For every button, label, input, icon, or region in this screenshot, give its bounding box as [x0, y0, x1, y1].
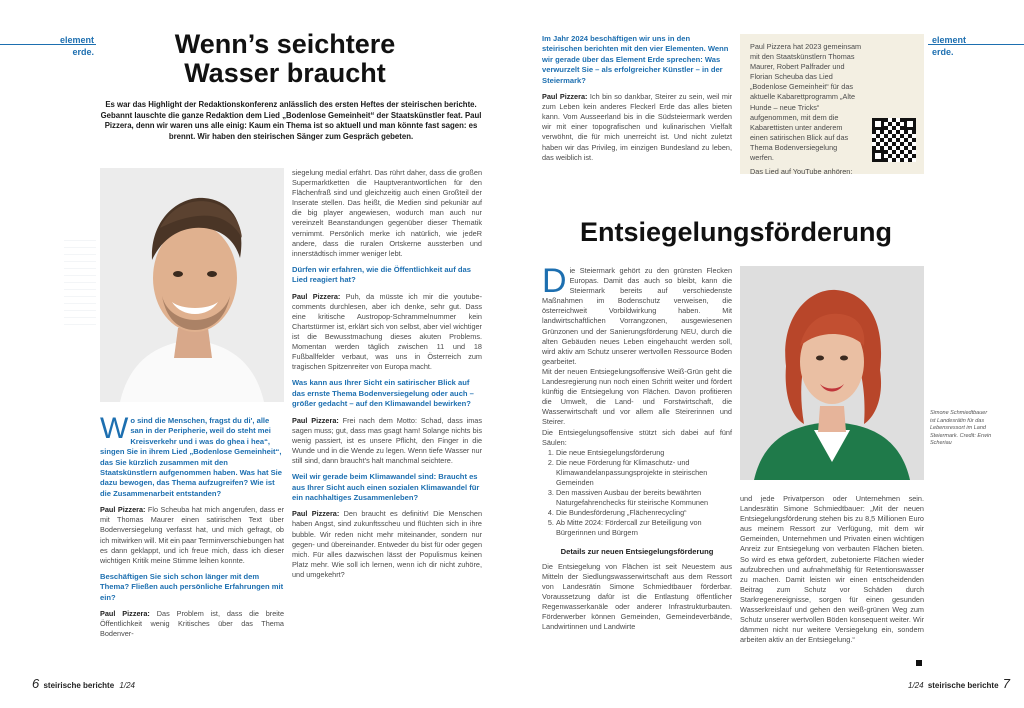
title-line: Wenn’s seichtere	[174, 29, 396, 59]
speaker-name: Paul Pizzera:	[292, 291, 341, 301]
section-label-word: element	[932, 35, 967, 45]
details-heading: Details zur neuen Entsiegelungsförderung	[560, 546, 714, 556]
right-top-qa	[542, 34, 732, 163]
list-item: 5. Ab Mitte 2024: Fördercall zur Beteiligung von Bürgerinnen und Bürgern	[556, 518, 732, 538]
answer-6	[542, 92, 732, 163]
section-label-word: element	[59, 35, 94, 45]
ent-paragraph-1	[542, 262, 732, 367]
section-label-right	[932, 34, 982, 58]
answer-2-continued: siegelung medial erfährt. Das rührt daher, dass die großen Supermarktketten die Hauptverantwortlichen für den Flächenfraß sind und gleichzeitig auch einen Großteil der Inserate stellen. Das heißt, die Medien sind pekuniär auf die big player angewiesen, wodurch man auch nur vereinzelt Beanstandungen gegenüber dieser Thematik vernimmt. Persönlich merke ich natürlich, wie jedeR andere, dass die ruralen Ortskerne aussterben und innerstädtisch immer weniger lebt.	[292, 168, 482, 258]
drop-cap: W	[100, 412, 129, 445]
qr-code-icon[interactable]	[872, 118, 916, 162]
quote-text: und jede Privatperson oder Unternehmen sein. Landesrätin Simone Schmiedtbauer: „Mit der neuen Entsiegelungsförderung stehen bis zu 8,5 Millionen Euro aus meinem Ressort zur Verfügung, mit dem wir Gemeinden, Unternehmen und Privaten einen wichtigen Anreiz zur Entsiegelung von verbauten Flächen bieten. So wird es etwa gefördert, zubetonierte Flächen wieder aufzubrechen und aufnahmefähig für Retentionswasser zu machen. Damit leisten wir einen entscheidenden Beitrag zum Schutz vor Schäden durch Starkregenereignisse, sorgen für einen gesunden Wasserkreislauf und gehen den weiß-grünen Weg zum Schutz unserer wertvollen Böden konsequent weiter. Wir dämmen nicht nur weitere Versiegelung ein, sondern arbeiten aktiv an der Entsiegelung.“	[740, 494, 924, 645]
question-2: Beschäftigen Sie sich schon länger mit dem Thema? Fließen auch persönliche Erfahrungen mit ein?	[100, 571, 284, 602]
article-lead: Es war das Highlight der Redaktionskonferenz anlässlich des ersten Heftes der steirischen berichte. Gebannt lauschte die ganze Redaktion dem Lied „Bodenlose Gemeinheit“ der Staatskünstler feat. Paul Pizzera, denn wir waren uns alle einig: Kaum ein Thema ist so aktuell und man könnte fast sagen: es brennt. Wir haben den steirischen Sänger zum Gespräch gebeten.	[100, 100, 482, 141]
section-title-entsiegelung: Entsiegelungsförderung	[580, 217, 893, 247]
answer-text: Puh, da müsste ich mir die youtube-comments durchlesen, aber ich denke, sehr gut. Dass eine kritische Austropop-Schrammelnummer kein Chartstürmer ist, erklärt sich von selbst, aber viel wichtiger ist die Bewusstmachung dieses akuten Problems. Momentan werden täglich zwischen 11 und 18 Fußballfelder verbaut, was uns in Österreich zum tragischen Spitzenreiter von Europa macht.	[292, 291, 483, 372]
answer-5	[292, 509, 482, 580]
footer-issue: 1/24	[119, 681, 135, 690]
right-column-1	[542, 262, 732, 632]
speaker-name: Paul Pizzera:	[542, 92, 588, 102]
answer-text: Flo Scheuba hat mich angerufen, dass er mit Thomas Maurer einen satirischen Text über Bodenversiegelung verfasst hat, und mich gefragt, ob ich mitwirken will. Mit ein paar Terminverschiebungen hat es dann geklappt, und ich freue mich, dass ich dieser wichtigen Kritik meine Stimme leihen konnte.	[100, 505, 284, 565]
paragraph-text: ie Steiermark gehört zu den grünsten Flecken Europas. Damit das auch so bleibt, kann die Steiermark bereits auf verschiedenste Maßnahmen im Bodenschutz verweisen, die österreichweit Vorbildwirkung haben. Mit landwirtschaftlichen Vorrangzonen, ausgewiesenen Grünzonen und der Sanierungsförderung NEU, durch die alten Gebäuden neues Leben eingehaucht werden soll, wird aktiv am Schutz unserer wertvollen Ressource Boden gearbeitet.	[542, 266, 732, 366]
title-line: Wasser braucht	[184, 58, 386, 88]
speaker-name: Paul Pizzera:	[292, 509, 340, 519]
question-3: Dürfen wir erfahren, wie die Öffentlichkeit auf das Lied reagiert hat?	[292, 264, 471, 285]
section-label-word: erde.	[72, 47, 94, 57]
answer-4	[292, 416, 482, 466]
list-item: 3. Den massiven Ausbau der bereits bewährten Naturgefahrenchecks für steirische Kommunen	[556, 488, 732, 508]
list-item: 1. Die neue Entsiegelungsförderung	[556, 448, 732, 458]
question-5: Weil wir gerade beim Klimawandel sind: Braucht es aus Ihrer Sicht auch einen sozialen Klimawandel für ein nachhaltiges Zusammenleben?	[292, 472, 480, 502]
answer-text: Den braucht es definitiv! Die Menschen haben Angst, sind zukunftsscheu und flüchten sich in ihre bubble. Wir reden nicht mehr miteinander, sondern nur gegen- und übereinander. Entweder du bist für oder gegen mich. Für alles dazwischen lässt der Populismus keinen Platz mehr. Wie soll ich lernen, wenn ich dir nicht zuhöre, und umgekehrt?	[292, 509, 483, 579]
details-text: Die Entsiegelung von Flächen ist seit Neuestem aus Mitteln der Siedlungswasserwirtschaft aus dem Ressort von Landesrätin Simone Schmiedtbauer förderbar. Voraussetzung dafür ist die Entlastung öffentlicher Regenwasserkanäle oder anderer Infrastrukturbauten. Förderwerber können Gemeinden, Gemeindeverbände, Landwirtinnen und Landwirte	[542, 561, 732, 632]
answer-1	[100, 505, 284, 566]
info-box	[740, 34, 924, 177]
footer-left	[32, 676, 135, 691]
portrait-photo-pizzera	[100, 168, 284, 402]
list-item: 4. Die Bundesförderung „Flächenrecycling“	[556, 508, 732, 518]
answer-text: Das Problem ist, dass die breite Öffentlichkeit wenig Kritisches über das Thema Bodenver-	[100, 609, 285, 639]
section-label-left	[54, 34, 94, 58]
footer-publication: steirische berichte	[927, 681, 999, 690]
portrait-illustration	[100, 168, 284, 402]
answer-text: Frei nach dem Motto: Schad, dass imas sagen muss; gut, dass mas gsagt ham! Solange nichts bis wenig passiert, ist es unsere Pflicht, den Finger in die Wunde und in die Wende zu legen. Wenn tiefe Wasser nur still sind, dann braucht’s halt manchmal seichtere.	[292, 415, 483, 465]
photo-caption: Simone Schmiedtbauer ist Landesrätin für das Lebensressort im Land Steiermark. Credit: Erwin Scheriau	[930, 410, 992, 446]
section-label-word: erde.	[932, 47, 954, 57]
answer-text: Ich bin so dankbar, Steirer zu sein, weil mir zum Leben kein anderes Fleckerl Erde das alles bieten kann. Vom Ausseerland bis in die Südsteiermark werden wir mit einer topografischen und kulinarischen Vielfalt verwöhnt, die für mich unerreicht ist. Und nicht zuletzt haben wir das Privileg, im einzigen Bundesland zu leben, das weiblich ist.	[542, 92, 733, 162]
left-column-2	[292, 168, 482, 580]
left-column-1	[100, 412, 285, 639]
question-6: Im Jahr 2024 beschäftigen wir uns in den steirischen berichten mit den vier Elementen. Wenn wir gerade über das Element Erde sprechen: Was verwurzelt Sie – als erfolgreicher Künstler – in der Steiermark?	[542, 34, 729, 85]
ent-paragraph-3: Die Entsiegelungsoffensive stützt sich dabei auf fünf Säulen:	[542, 427, 732, 447]
info-box-youtube: Das Lied auf YouTube anhören:	[750, 167, 853, 177]
question-intro	[100, 412, 284, 499]
right-column-2	[740, 494, 924, 645]
ent-paragraph-2: Mit der neuen Entsiegelungsoffensive Weiß-Grün geht die Landesregierung nun noch einen Schritt weiter und fördert künftig die Entsiegelung von Flächen. Davon profitieren die Umwelt, die Land- und Forstwirtschaft, die Wasserwirtschaft und vor allem alle Steirerinnen und Steirer.	[542, 366, 732, 427]
footer-right	[908, 676, 1010, 691]
portrait-illustration	[740, 266, 924, 480]
pillars-list	[556, 448, 732, 539]
info-box-text: Paul Pizzera hat 2023 gemeinsam mit den Staatskünstlern Thomas Maurer, Robert Palfrader und Florian Scheuba das Lied „Bodenlose Gemeinheit“ für das aktuelle Kabarettprogramm „Alte Hunde – neue Tricks“ aufgenommen, mit dem die Kabarettisten unter anderem einen satirischen Blick auf das Thema Bodenversiegelung werfen.	[750, 42, 862, 163]
speaker-name: Paul Pizzera:	[100, 505, 146, 515]
question-4: Was kann aus Ihrer Sicht ein satirischer Blick auf das ernste Thema Bodenversiegelung oder auch – größer gedacht – auf den Klimawandel bewirken?	[292, 378, 474, 409]
footer-publication: steirische berichte	[43, 681, 115, 690]
ghost-text	[64, 240, 96, 330]
answer-2	[100, 609, 284, 639]
list-item: 2. Die neue Förderung für Klimaschutz- und Klimawandelanpassungsprojekte in steirischen Gemeinden	[556, 458, 732, 488]
drop-cap: D	[542, 262, 567, 300]
speaker-name: Paul Pizzera:	[100, 609, 150, 619]
speaker-name: Paul Pizzera:	[292, 415, 339, 425]
page-number: 6	[32, 676, 40, 691]
answer-3	[292, 292, 482, 373]
footer-issue: 1/24	[908, 681, 924, 690]
page-number: 7	[1002, 676, 1010, 691]
article-title	[150, 30, 420, 88]
end-mark	[916, 660, 922, 666]
question-text: o sind die Menschen, fragst du di', alle san in der Peripherie, weil do steht mei Kreisverkehr und i was do ghea i hea“, singen Sie in ihrem Lied „Bodenlose Gemeinheit“, das Sie kürzlich zusammen mit den Staatskünstlern aufgenommen haben. Was hat Sie dazu bewogen, das Thema aufzugreifen? Wie ist die Zusammenarbeit entstanden?	[100, 416, 283, 498]
portrait-photo-schmiedtbauer	[740, 266, 924, 480]
